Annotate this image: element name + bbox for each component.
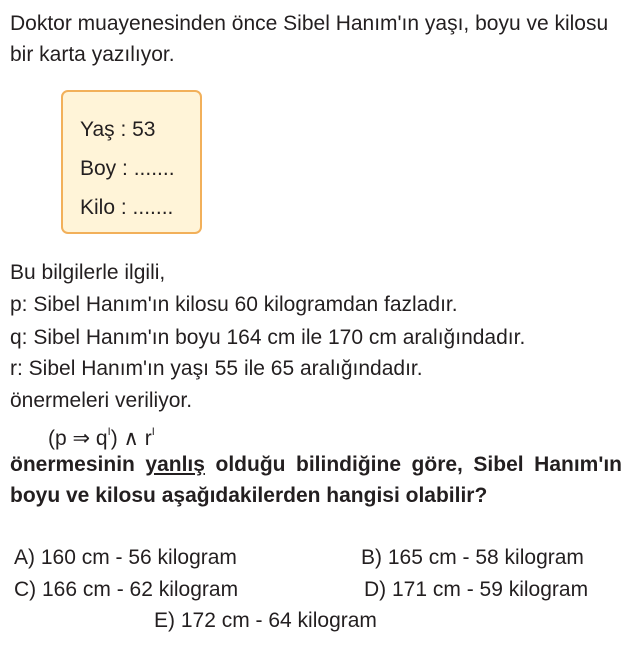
card-weight: Kilo : ....... — [80, 196, 174, 219]
given-text: önermeleri veriliyor. — [10, 389, 193, 412]
card-height: Boy : ....... — [80, 157, 175, 180]
formula-open: (p ⇒ q — [48, 427, 108, 450]
option-c[interactable]: C) 166 cm - 62 kilogram — [14, 578, 239, 601]
question-part2: olduğu bilindiğine göre, Sibel Hanım'ın boyu ve kilosu aşağıdakilerden hangisi olabilir? — [10, 453, 622, 507]
question-underlined-word: yanlış — [145, 453, 205, 476]
question-text — [10, 449, 622, 511]
intro-text: Doktor muayenesinden önce Sibel Hanım'ın yaşı, boyu ve kilosu bir karta yazılıyor. — [10, 12, 609, 66]
proposition-r: r: Sibel Hanım'ın yaşı 55 ile 65 aralığındadır. — [10, 357, 423, 380]
option-b[interactable]: B) 165 cm - 58 kilogram — [361, 546, 584, 569]
formula-mid: ) ∧ r — [110, 427, 152, 450]
info-card — [61, 90, 202, 234]
option-a[interactable]: A) 160 cm - 56 kilogram — [14, 546, 237, 569]
card-age: Yaş : 53 — [80, 118, 156, 141]
formula-prime-r: I — [151, 426, 155, 438]
option-d[interactable]: D) 171 cm - 59 kilogram — [364, 578, 589, 601]
proposition-p: p: Sibel Hanım'ın kilosu 60 kilogramdan fazladır. — [10, 293, 458, 316]
question-part1: önermesinin — [10, 453, 146, 476]
formula-prime-q: I — [107, 426, 111, 438]
lead-text: Bu bilgilerle ilgili, — [10, 261, 166, 284]
proposition-q: q: Sibel Hanım'ın boyu 164 cm ile 170 cm aralığındadır. — [10, 326, 526, 349]
option-e[interactable]: E) 172 cm - 64 kilogram — [154, 609, 377, 632]
